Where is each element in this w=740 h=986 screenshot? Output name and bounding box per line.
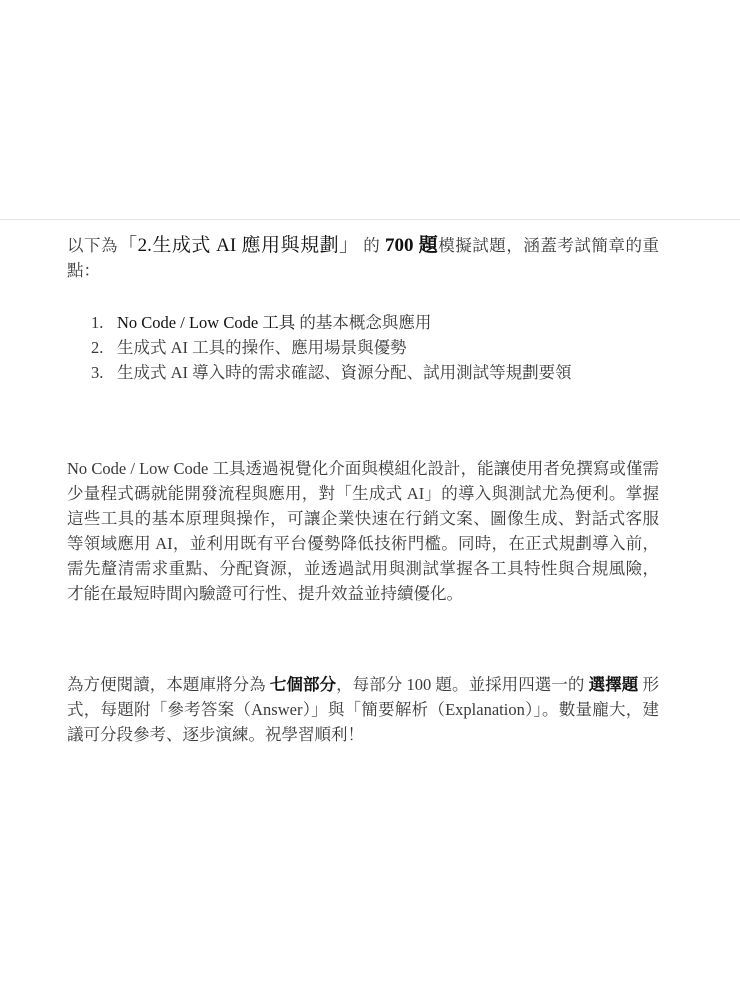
question-count: 700 題	[384, 235, 439, 256]
list-item	[67, 335, 659, 360]
key-points-list	[67, 310, 659, 385]
structure-text-1: 為方便閱讀，本題庫將分為	[67, 675, 270, 694]
structure-paragraph	[67, 672, 659, 747]
structure-text-2: ，每部分 100 題。並採用四選一的	[336, 675, 589, 694]
description-paragraph: No Code / Low Code 工具透過視覺化介面與模組化設計，能讓使用者免撰寫或僅需少量程式碼就能開發流程與應用，對「生成式 AI」的導入與測試尤為便利。掌握這些工具的基本原理與操作，可讓企業快速在行銷文案、圖像生成、對話式客服等領域應用 AI，並利用既有平台優勢降低技術門檻。同時，在正式規劃導入前，需先釐清需求重點、分配資源，並透過試用與測試掌握各工具特性與合規風險，才能在最短時間內驗證可行性、提升效益並持續優化。	[67, 459, 659, 603]
multiple-choice-bold: 選擇題	[588, 675, 639, 694]
list-item	[67, 360, 659, 385]
list-text: 的基本概念與應用	[295, 313, 432, 332]
list-number: 1.	[91, 313, 104, 332]
list-text: 生成式 AI 導入時的需求確認、資源分配、試用測試等規劃要領	[117, 363, 572, 382]
document-body	[67, 233, 659, 747]
list-item	[67, 310, 659, 335]
structure-text-3: 形式，每題附「參考答案（Answer）」與「簡要解析（Explanation）」。數量龐大，建議可分段參考、逐步演練。祝學習順利！	[67, 675, 660, 744]
intro-paragraph	[67, 233, 659, 283]
list-number: 3.	[91, 363, 104, 382]
page-divider	[0, 219, 740, 220]
list-text: 生成式 AI 工具的操作、應用場景與優勢	[117, 338, 407, 357]
list-number: 2.	[91, 338, 104, 357]
list-emphasis: No Code / Low Code 工具	[117, 313, 296, 332]
intro-mid: 的	[358, 236, 385, 255]
seven-parts-bold: 七個部分	[269, 675, 337, 694]
intro-suffix: 模擬試題，涵蓋考試簡章的重點：	[67, 236, 659, 280]
exam-title: 「2.生成式 AI 應用與規劃」	[118, 235, 359, 256]
intro-prefix: 以下為	[67, 236, 119, 255]
